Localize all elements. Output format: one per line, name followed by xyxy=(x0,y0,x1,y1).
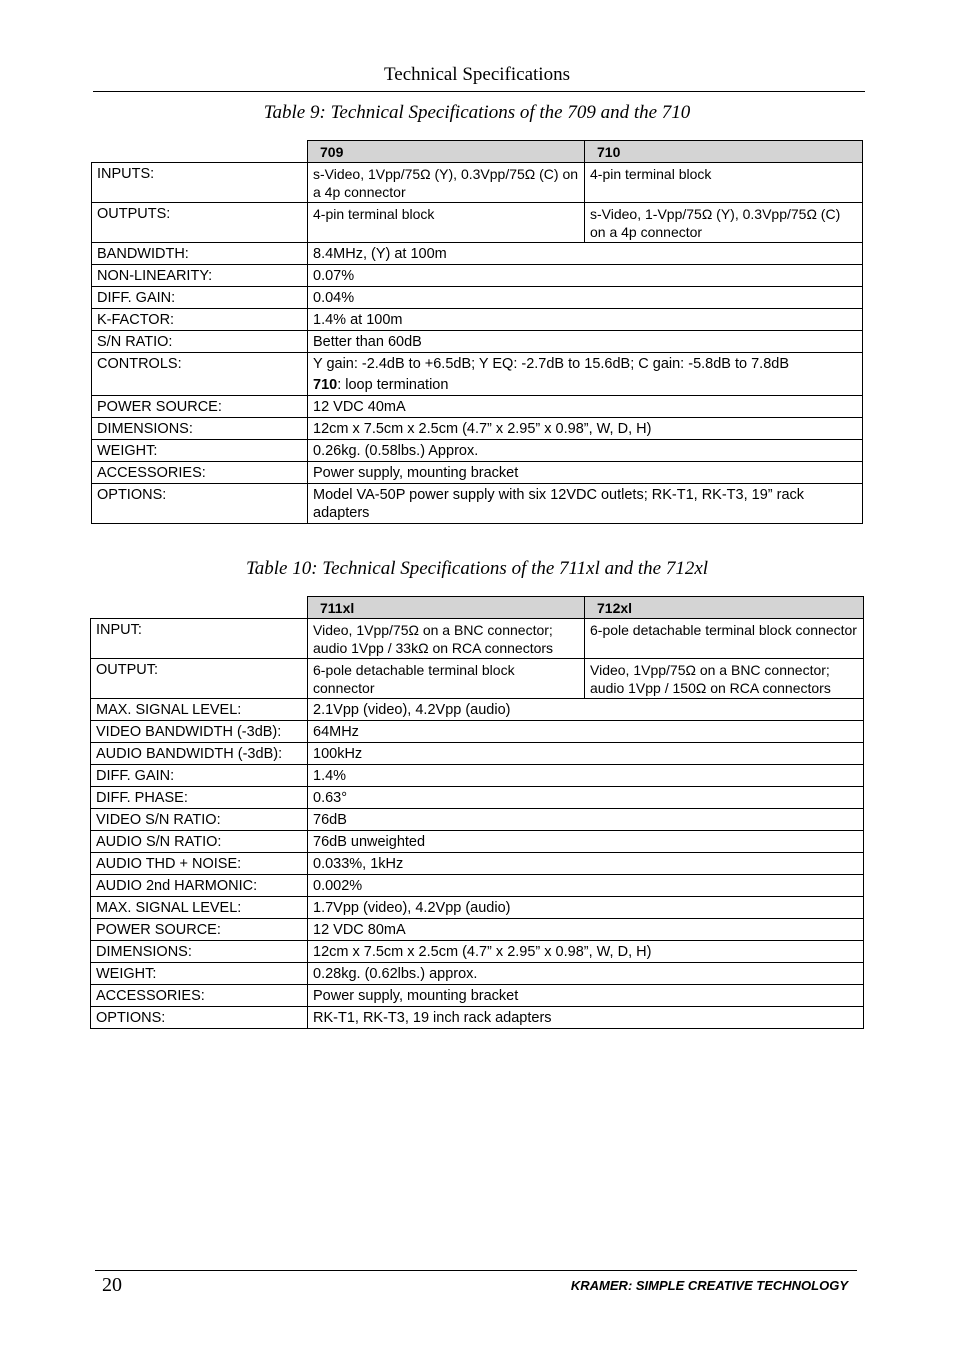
table-row xyxy=(91,743,864,765)
table-10-specifications xyxy=(90,596,864,1029)
table-row xyxy=(91,699,864,721)
row-value: 0.033%, 1kHz xyxy=(308,853,864,875)
row-label: NON-LINEARITY: xyxy=(92,265,308,287)
table-row-controls xyxy=(92,353,863,396)
row-label: POWER SOURCE: xyxy=(92,396,308,418)
row-value: 0.04% xyxy=(308,287,863,309)
row-value: 76dB xyxy=(308,809,864,831)
row-value: 1.4% xyxy=(308,765,864,787)
controls-line xyxy=(313,376,857,394)
table-row xyxy=(92,462,863,484)
row-label: DIMENSIONS: xyxy=(91,941,308,963)
row-value: 76dB unweighted xyxy=(308,831,864,853)
table-row xyxy=(91,853,864,875)
row-value: Model VA-50P power supply with six 12VDC outlets; RK-T1, RK-T3, 19” rack adapters xyxy=(308,484,863,524)
row-value: 12 VDC 40mA xyxy=(308,396,863,418)
row-value-first: Video, 1Vpp/75Ω on a BNC connector; audio 1Vpp / 33kΩ on RCA connectors xyxy=(308,619,585,659)
row-label: DIMENSIONS: xyxy=(92,418,308,440)
row-label: INPUT: xyxy=(91,619,308,659)
table-row xyxy=(91,765,864,787)
row-label: DIFF. GAIN: xyxy=(92,287,308,309)
table-row xyxy=(91,919,864,941)
row-value-first: 6-pole detachable terminal block connector xyxy=(308,659,585,699)
row-label: WEIGHT: xyxy=(91,963,308,985)
table-row xyxy=(91,787,864,809)
row-label: AUDIO BANDWIDTH (-3dB): xyxy=(91,743,308,765)
row-label: S/N RATIO: xyxy=(92,331,308,353)
controls-line: Y gain: -2.4dB to +6.5dB; Y EQ: -2.7dB to 15.6dB; C gain: -5.8dB to 7.8dB xyxy=(313,356,790,372)
table-row xyxy=(92,331,863,353)
table-row xyxy=(92,440,863,462)
table-row xyxy=(92,243,863,265)
table-9-caption: Table 9: Technical Specifications of the 709 and the 710 xyxy=(263,102,691,123)
table-row xyxy=(91,875,864,897)
table-row xyxy=(92,484,863,524)
table-row xyxy=(92,418,863,440)
column-header: 710 xyxy=(585,141,863,163)
row-value: 64MHz xyxy=(308,721,864,743)
table-row xyxy=(91,619,864,659)
row-value xyxy=(308,353,863,396)
column-header: 712xl xyxy=(585,597,864,619)
row-value-second: Video, 1Vpp/75Ω on a BNC connector; audio 1Vpp / 150Ω on RCA connectors xyxy=(585,659,864,699)
row-label: AUDIO 2nd HARMONIC: xyxy=(91,875,308,897)
row-label: DIFF. PHASE: xyxy=(91,787,308,809)
table-row xyxy=(91,659,864,699)
row-label: OPTIONS: xyxy=(92,484,308,524)
table-row xyxy=(91,941,864,963)
row-value: 0.63° xyxy=(308,787,864,809)
row-value-first: s-Video, 1Vpp/75Ω (Y), 0.3Vpp/75Ω (C) on a 4p connector xyxy=(308,163,585,203)
row-label: VIDEO BANDWIDTH (-3dB): xyxy=(91,721,308,743)
row-value: Better than 60dB xyxy=(308,331,863,353)
row-value-first: 4-pin terminal block xyxy=(308,203,585,243)
model-number: 710 xyxy=(313,377,338,393)
row-label: OUTPUTS: xyxy=(92,203,308,243)
row-value: Power supply, mounting bracket xyxy=(308,985,864,1007)
row-label: CONTROLS: xyxy=(92,353,308,396)
row-value: 12 VDC 80mA xyxy=(308,919,864,941)
row-label: AUDIO THD + NOISE: xyxy=(91,853,308,875)
table-row xyxy=(91,1007,864,1029)
table-9-specifications xyxy=(91,140,863,524)
row-value: Power supply, mounting bracket xyxy=(308,462,863,484)
row-value: 0.002% xyxy=(308,875,864,897)
row-value: 1.4% at 100m xyxy=(308,309,863,331)
row-value: 0.07% xyxy=(308,265,863,287)
table-row xyxy=(92,265,863,287)
footer-rule xyxy=(95,1270,857,1271)
row-label: BANDWIDTH: xyxy=(92,243,308,265)
row-value: 0.28kg. (0.62lbs.) approx. xyxy=(308,963,864,985)
row-label: DIFF. GAIN: xyxy=(91,765,308,787)
header-rule xyxy=(93,91,865,92)
row-value: 12cm x 7.5cm x 2.5cm (4.7” x 2.95” x 0.98”, W, D, H) xyxy=(308,418,863,440)
table-row xyxy=(91,809,864,831)
column-header: 711xl xyxy=(308,597,585,619)
table-row xyxy=(91,897,864,919)
footer-brand: KRAMER: SIMPLE CREATIVE TECHNOLOGY xyxy=(570,1278,848,1293)
row-label: INPUTS: xyxy=(92,163,308,203)
blank-header-cell xyxy=(91,597,308,619)
row-label: OPTIONS: xyxy=(91,1007,308,1029)
blank-header-cell xyxy=(92,141,308,163)
table-header-row xyxy=(91,597,864,619)
row-label: MAX. SIGNAL LEVEL: xyxy=(91,699,308,721)
row-value: 2.1Vpp (video), 4.2Vpp (audio) xyxy=(308,699,864,721)
table-header-row xyxy=(92,141,863,163)
page-header-title: Technical Specifications xyxy=(384,64,570,85)
row-label: VIDEO S/N RATIO: xyxy=(91,809,308,831)
table-row xyxy=(92,163,863,203)
row-label: ACCESSORIES: xyxy=(91,985,308,1007)
row-value: 0.26kg. (0.58lbs.) Approx. xyxy=(308,440,863,462)
row-value-second: 4-pin terminal block xyxy=(585,163,863,203)
row-value-second: 6-pole detachable terminal block connector xyxy=(585,619,864,659)
table-row xyxy=(91,963,864,985)
row-label: POWER SOURCE: xyxy=(91,919,308,941)
row-value-second: s-Video, 1-Vpp/75Ω (Y), 0.3Vpp/75Ω (C) on a 4p connector xyxy=(585,203,863,243)
row-label: AUDIO S/N RATIO: xyxy=(91,831,308,853)
table-row xyxy=(92,203,863,243)
row-label: MAX. SIGNAL LEVEL: xyxy=(91,897,308,919)
table-row xyxy=(91,985,864,1007)
row-label: ACCESSORIES: xyxy=(92,462,308,484)
table-row xyxy=(92,396,863,418)
row-label: K-FACTOR: xyxy=(92,309,308,331)
row-label: WEIGHT: xyxy=(92,440,308,462)
row-value: RK-T1, RK-T3, 19 inch rack adapters xyxy=(308,1007,864,1029)
table-row xyxy=(91,721,864,743)
row-value: 1.7Vpp (video), 4.2Vpp (audio) xyxy=(308,897,864,919)
table-row xyxy=(91,831,864,853)
page-number: 20 xyxy=(102,1274,122,1296)
table-row xyxy=(92,309,863,331)
row-value: 8.4MHz, (Y) at 100m xyxy=(308,243,863,265)
column-header: 709 xyxy=(308,141,585,163)
row-label: OUTPUT: xyxy=(91,659,308,699)
table-10-caption: Table 10: Technical Specifications of the 711xl and the 712xl xyxy=(245,558,709,579)
row-value: 12cm x 7.5cm x 2.5cm (4.7” x 2.95” x 0.98”, W, D, H) xyxy=(308,941,864,963)
table-row xyxy=(92,287,863,309)
row-value: 100kHz xyxy=(308,743,864,765)
controls-line-text: : loop termination xyxy=(337,377,449,393)
